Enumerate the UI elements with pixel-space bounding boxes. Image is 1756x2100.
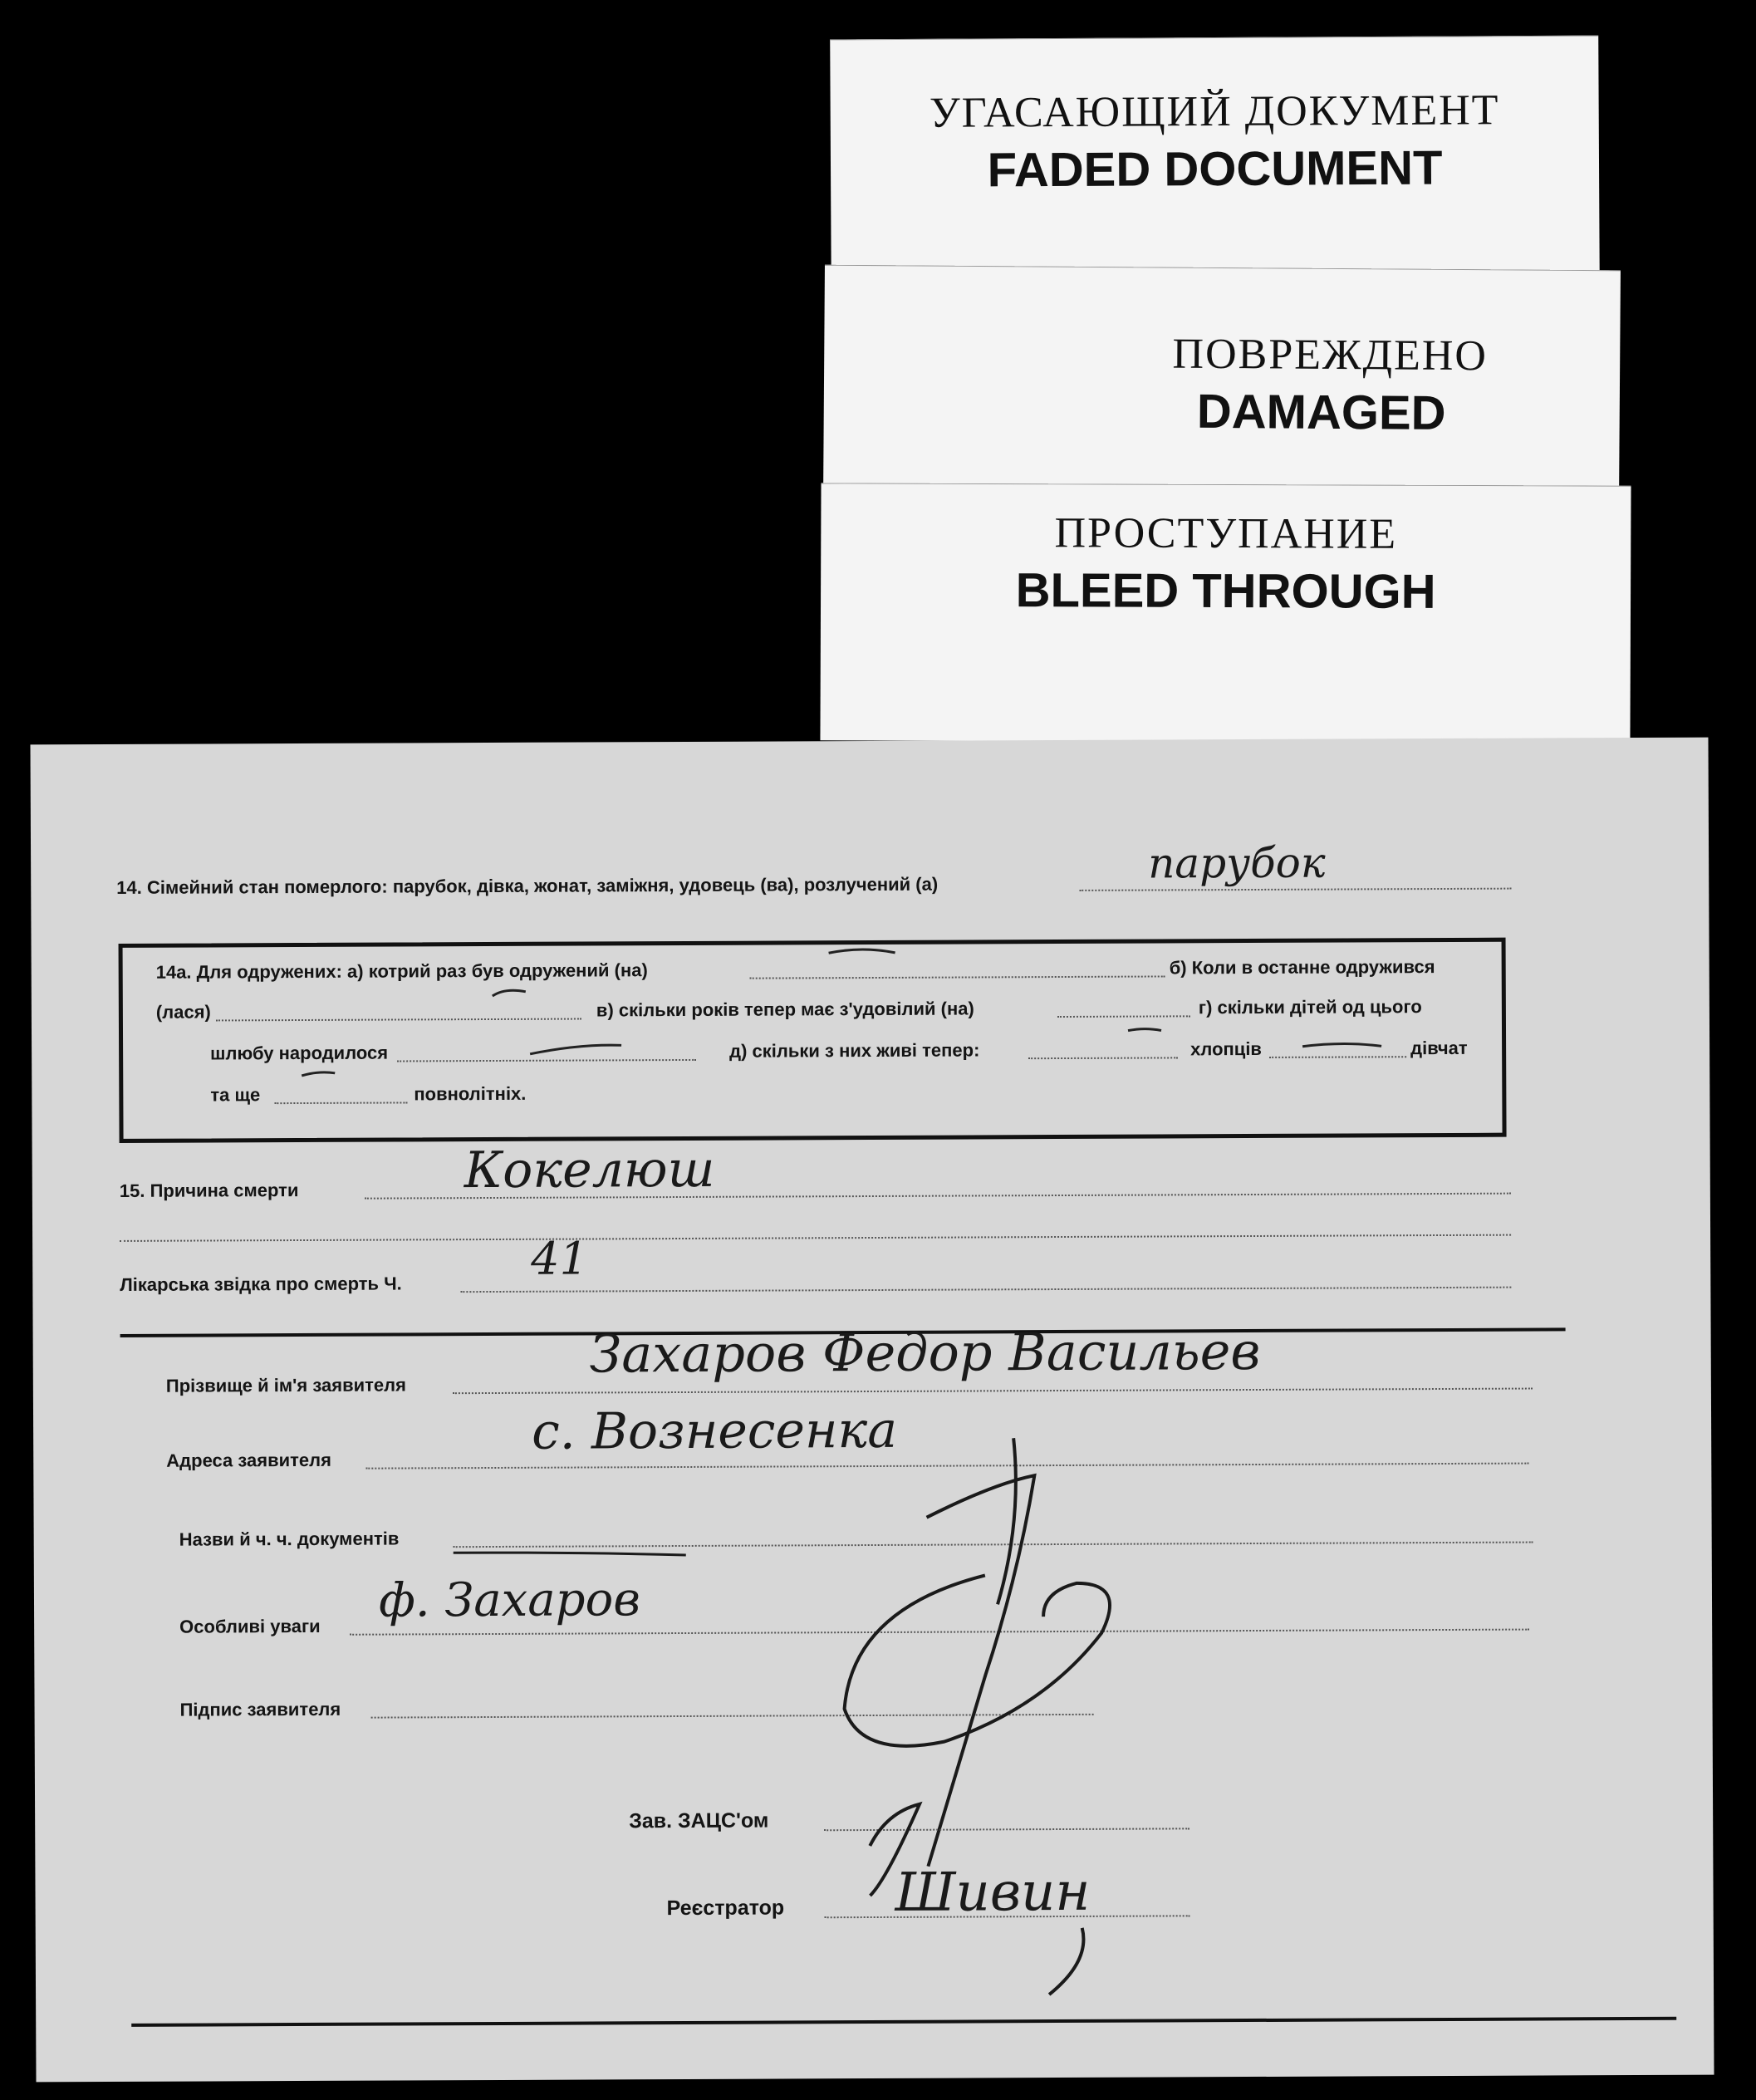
applicant-address-line — [365, 1463, 1528, 1470]
q14a-line2-c: г) скільки дітей од цього — [1198, 996, 1422, 1018]
q14a-line1-a: 14а. Для одружених: а) котрий раз був одружений (на) — [155, 959, 648, 983]
q15-answer: Кокелюш — [464, 1140, 715, 1200]
q14-answer: парубок — [1148, 838, 1326, 888]
registrar-label: Реєстратор — [666, 1896, 785, 1921]
q14-label: 14. Сімейний стан померлого: парубок, дівка, жонат, заміжня, удовець (ва), розлучений (а) — [116, 873, 939, 898]
signature-line — [371, 1714, 1094, 1719]
signature-label: Підпис заявителя — [179, 1698, 341, 1720]
label-ru: ПРОСТУПАНИЕ — [1054, 509, 1398, 558]
q14a-line4-b: повнолітніх. — [414, 1082, 527, 1105]
q14a-line3-c: хлопців — [1190, 1038, 1262, 1060]
q14-line — [1079, 888, 1511, 891]
q15-label: 15. Причина смерти — [119, 1180, 299, 1201]
applicant-name-answer: Захаров Федор Васильев — [589, 1320, 1261, 1385]
bottom-rule — [131, 2017, 1676, 2027]
damaged-label — [823, 265, 1621, 503]
notes-answer: ф. Захаров — [378, 1573, 640, 1628]
label-ru: УГАСАЮЩИЙ ДОКУМЕНТ — [929, 86, 1500, 137]
documents-line — [454, 1542, 1533, 1548]
q14a-line4-a: та ще — [210, 1084, 261, 1106]
medical-label: Лікарська звідка про смерть Ч. — [120, 1273, 402, 1295]
q14a-line3-b: д) скільки з них живі тепер: — [729, 1039, 980, 1062]
label-en: BLEED THROUGH — [1015, 563, 1436, 619]
head-label: Зав. ЗАЦС'ом — [629, 1808, 769, 1833]
medical-line — [460, 1287, 1511, 1293]
label-ru: ПОВРЕЖДЕНО — [1172, 330, 1489, 380]
registrar-signature: Шивин — [895, 1861, 1091, 1924]
applicant-name-label: Прізвище й ім'я заявителя — [165, 1374, 406, 1396]
applicant-name-line — [453, 1388, 1533, 1395]
bleed-through-label — [820, 483, 1631, 743]
applicant-address-answer: с. Вознесенка — [531, 1401, 898, 1461]
documents-label: Назви й ч. ч. документів — [179, 1528, 400, 1550]
q14a-line1-b: б) Коли в останне одружився — [1169, 956, 1435, 979]
q14a-line3-a: шлюбу народилося — [210, 1042, 389, 1064]
label-en: FADED DOCUMENT — [987, 140, 1443, 198]
notes-line — [350, 1629, 1529, 1636]
faded-document-label — [830, 36, 1600, 289]
q14a-line2-a: (лася) — [155, 1001, 211, 1023]
registrar-flourish — [30, 744, 31, 745]
q14a-line3-d: дівчат — [1410, 1037, 1468, 1059]
notes-label: Особливі уваги — [179, 1615, 321, 1637]
q14a-line2-b: в) скільки років тепер має з'удовілий (на) — [596, 998, 974, 1021]
q15-line2 — [120, 1234, 1511, 1242]
label-en: DAMAGED — [1196, 384, 1446, 440]
medical-answer: 41 — [531, 1232, 589, 1285]
applicant-address-label: Адреса заявителя — [166, 1449, 331, 1471]
death-record-form — [30, 738, 1714, 2083]
